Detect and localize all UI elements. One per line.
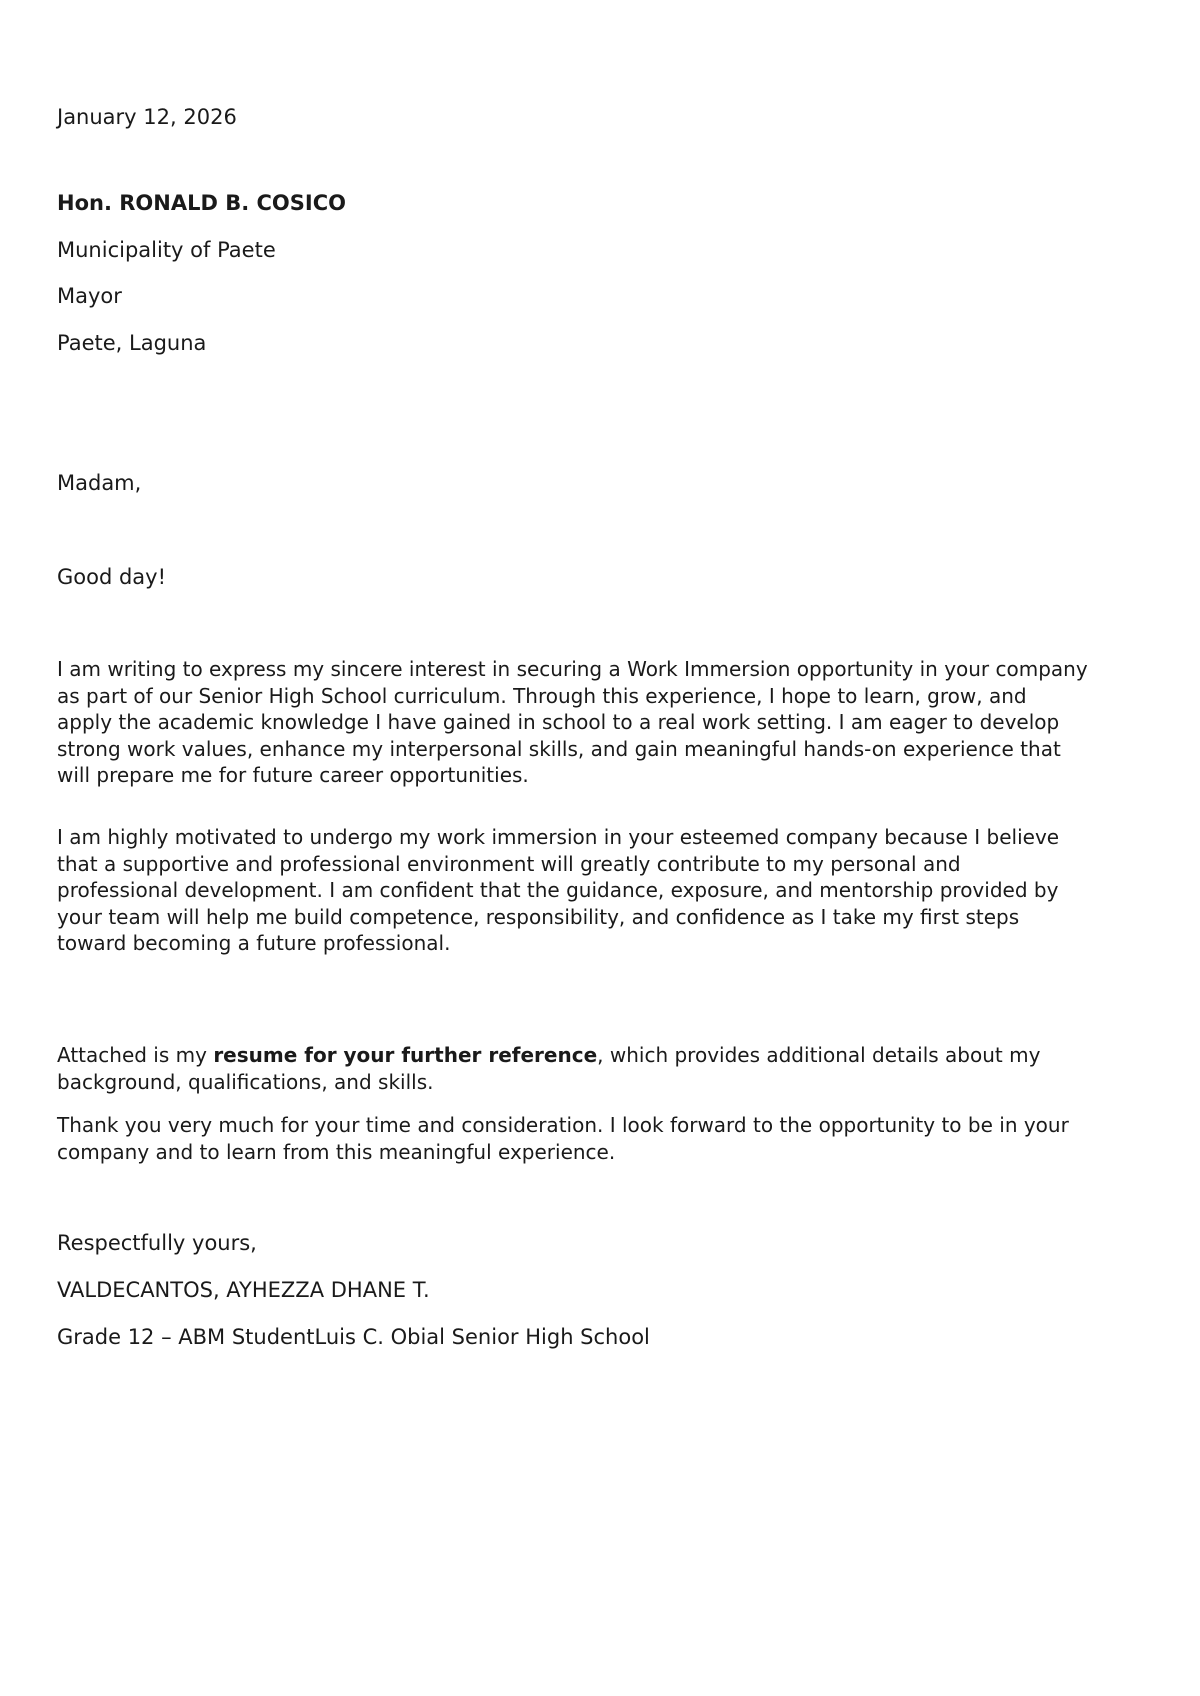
paragraph-line: your team will help me build competence, responsibility, and confidence as I take my first steps <box>57 904 1020 929</box>
closing: Respectfully yours, <box>57 1231 257 1255</box>
body-paragraph-4 <box>57 1112 1157 1165</box>
paragraph-line: toward becoming a future professional. <box>57 931 451 955</box>
paragraph-line: as part of our Senior High School curriculum. Through this experience, I hope to learn, grow, and <box>57 683 1027 708</box>
body-paragraph-1 <box>57 656 1157 789</box>
paragraph-line: company and to learn from this meaningful experience. <box>57 1139 616 1164</box>
signer-name: VALDECANTOS, AYHEZZA DHANE T. <box>57 1278 430 1302</box>
recipient-address: Paete, Laguna <box>57 331 207 355</box>
recipient-name: Hon. RONALD B. COSICO <box>57 191 346 215</box>
greeting: Good day! <box>57 565 167 589</box>
letter-date: January 12, 2026 <box>57 105 237 129</box>
paragraph-line: will prepare me for future career opportunities. <box>57 763 529 787</box>
paragraph-line: professional development. I am confident that the guidance, exposure, and mentorship provided by <box>57 878 1059 902</box>
paragraph-line: I am writing to express my sincere interest in securing a Work Immersion opportunity in your company <box>57 657 1088 681</box>
recipient-position: Mayor <box>57 284 122 308</box>
resume-reference-emphasis: resume for your further reference <box>213 1043 598 1067</box>
recipient-organization: Municipality of Paete <box>57 238 276 262</box>
paragraph-line: apply the academic knowledge I have gained in school to a real work setting. I am eager to develop <box>57 710 1060 734</box>
resume-details: , which provides additional details about my <box>597 1043 1041 1067</box>
paragraph-line: strong work values, enhance my interpersonal skills, and gain meaningful hands-on experience that <box>57 736 1061 761</box>
resume-intro: Attached is my <box>57 1043 214 1067</box>
body-paragraph-3 <box>57 1042 1157 1095</box>
paragraph-line: that a supportive and professional environment will greatly contribute to my personal and <box>57 851 961 876</box>
paragraph-line: Thank you very much for your time and consideration. I look forward to the opportunity to be in your <box>57 1113 1069 1137</box>
salutation: Madam, <box>57 471 142 495</box>
paragraph-line <box>57 1042 1157 1069</box>
body-paragraph-2 <box>57 824 1157 957</box>
paragraph-line: background, qualifications, and skills. <box>57 1069 434 1094</box>
signer-details: Grade 12 – ABM StudentLuis C. Obial Senior High School <box>57 1325 650 1349</box>
paragraph-line: I am highly motivated to undergo my work immersion in your esteemed company because I believe <box>57 825 1060 849</box>
